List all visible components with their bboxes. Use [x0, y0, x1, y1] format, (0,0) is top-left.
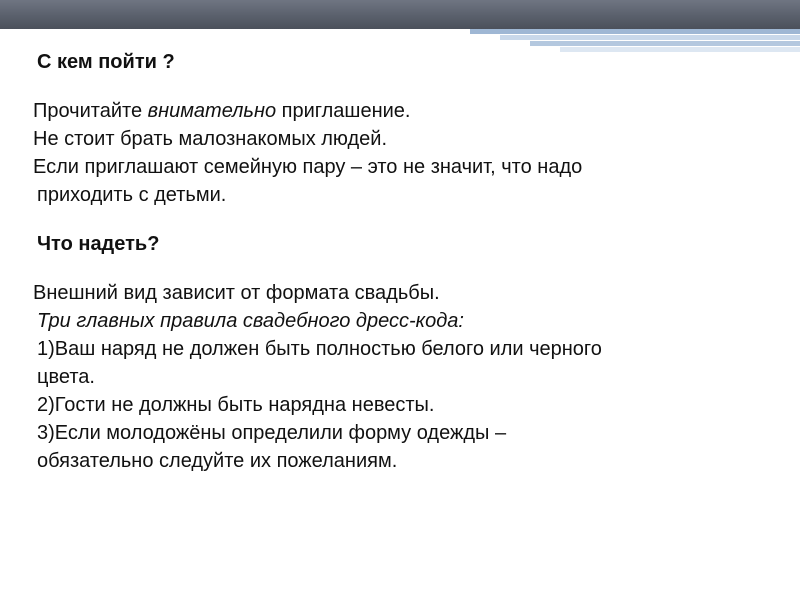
rule-item: 3)Если молодожёны определили форму одежды – [37, 422, 507, 444]
rules-intro: Три главных правила свадебного дресс-кода: [37, 310, 464, 332]
rule-item: 1)Ваш наряд не должен быть полностью белого или черного [37, 338, 602, 360]
accent-stripe [500, 35, 800, 40]
bullet-text-continuation: приходить с детьми. [37, 184, 227, 206]
section-heading-what-to-wear: Что надеть? [37, 233, 160, 255]
spacer [20, 258, 780, 279]
bullet-text: Если приглашают семейную пару – это не значит, что надо [33, 156, 583, 178]
bullet-text: Внешний вид зависит от формата свадьбы. [33, 282, 440, 304]
bullet-text-post: приглашение. [276, 100, 411, 122]
bullet-item [20, 97, 780, 125]
bullet-item [20, 125, 780, 153]
title-bar [0, 0, 800, 29]
spacer [20, 76, 780, 97]
bullet-item [20, 279, 780, 307]
accent-stripe [530, 41, 800, 46]
slide-content [20, 48, 780, 475]
spacer [20, 209, 780, 230]
bullet-text-emphasis: внимательно [147, 100, 277, 122]
bullet-text: Не стоит брать малознакомых людей. [33, 128, 388, 150]
bullet-text-pre: Прочитайте [33, 100, 148, 122]
rule-item: 2)Гости не должны быть нарядна невесты. [37, 394, 435, 416]
bullet-item [20, 153, 780, 181]
section-heading-who: С кем пойти ? [37, 51, 175, 73]
accent-stripe [470, 29, 800, 34]
rule-item-continuation: цвета. [37, 366, 95, 388]
rule-item-continuation: обязательно следуйте их пожеланиям. [37, 450, 398, 472]
